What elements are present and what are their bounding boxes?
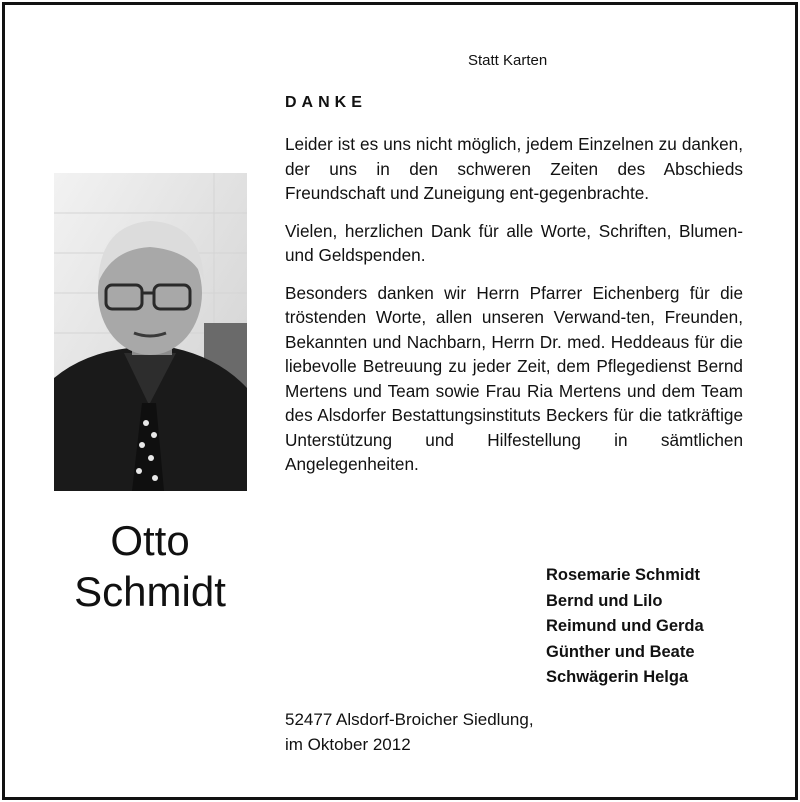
deceased-name: [40, 515, 260, 617]
paragraph: Leider ist es uns nicht möglich, jedem Einzelnen zu danken, der uns in den schweren Zeiten des Abschieds Freundschaft und Zuneigung ent-gegenbrachte.: [285, 134, 743, 203]
signer: Bernd und Lilo: [546, 591, 663, 610]
signer: Reimund und Gerda: [546, 617, 704, 635]
paragraph: Besonders danken wir Herrn Pfarrer Eichenberg für die tröstenden Worte, allen unseren Verwand-ten, Freunden, Bekannten und Nachbarn, Herrn Dr. med. Heddeaus für die liebevolle Betreuung zu jeder Zeit, dem Pflegedienst Bernd Mertens und Team sowie Frau Ria Mertens und dem Team des Alsdorfer Bestattungsinstituts Beckers für die tatkräftige Unterstützung und Hilfestellung in sämtlichen Angelegenheiten.: [285, 282, 743, 474]
notice-body: [285, 132, 743, 490]
signers-list: [546, 563, 704, 691]
paragraph: Vielen, herzlichen Dank für alle Worte, Schriften, Blumen- und Geldspenden.: [285, 220, 743, 265]
header-note: Statt Karten: [468, 52, 548, 69]
signer: Schwägerin Helga: [546, 668, 689, 686]
first-name: Otto: [110, 517, 190, 564]
notice-title: DANKE: [285, 94, 367, 111]
signer: Günther und Beate: [546, 642, 695, 661]
footer-place: 52477 Alsdorf-Broicher Siedlung,: [285, 710, 534, 729]
portrait-image: [54, 173, 247, 491]
footer-date: im Oktober 2012: [285, 735, 411, 754]
portrait-photo: [54, 173, 247, 491]
footer: [285, 707, 534, 757]
last-name: Schmidt: [74, 568, 226, 615]
signer: Rosemarie Schmidt: [546, 566, 701, 584]
